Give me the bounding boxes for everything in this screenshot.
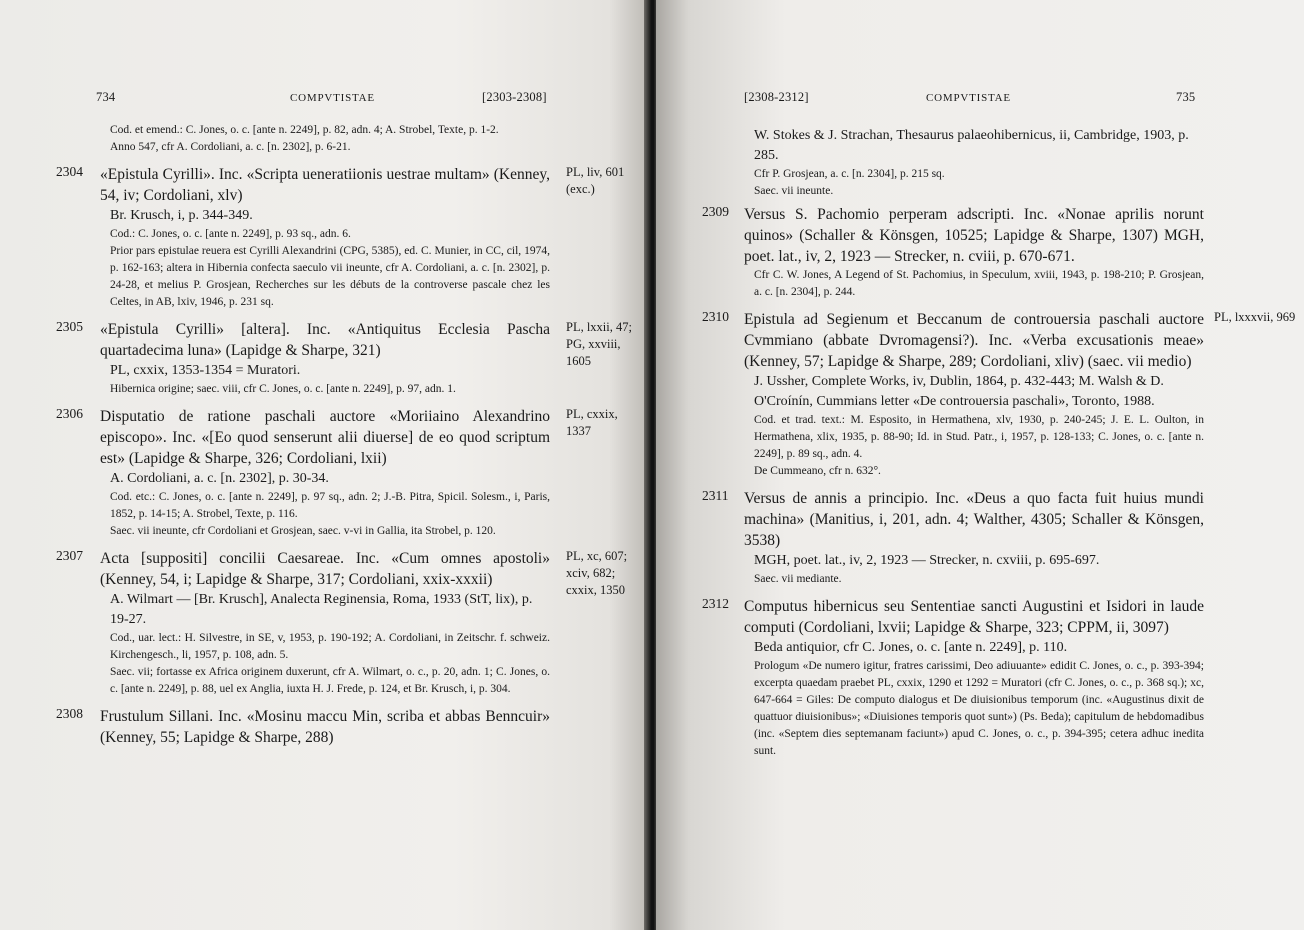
- note: Cfr C. W. Jones, A Legend of St. Pachomius, in Speculum, xviii, 1943, p. 198-210; P. Grosjean, a. c. [n. 2304], p. 244.: [754, 269, 1204, 298]
- note: Prior pars epistulae reuera est Cyrilli Alexandrini (CPG, 5385), ed. C. Munier, in CC, cil, 1974, p. 162-163; altera in Hibernia confecta saeculo vii ineunte, cfr A. Cordoliani, a. c. [n. 2302], p. 24-28, et melius P. Grosjean, Recherches sur les débuts de la controverse pascale chez les Celtes, in AB, lxiv, 1946, p. 231 sq.: [110, 245, 550, 308]
- entry-2304: [56, 164, 630, 311]
- note: Anno 547, cfr A. Cordoliani, a. c. [n. 2302], p. 6-21.: [110, 141, 351, 153]
- side-reference: PL, cxxix, 1337: [566, 407, 618, 438]
- note: Cod. et emend.: C. Jones, o. c. [ante n. 2249], p. 82, adn. 4; A. Strobel, Texte, p. 1-2.: [110, 124, 499, 136]
- entry-number: 2305: [56, 319, 83, 334]
- entry-2306: [56, 406, 630, 540]
- entry-number: 2312: [702, 596, 729, 611]
- edition-reference: Br. Krusch, i, p. 344-349.: [110, 208, 253, 223]
- note: Saec. vii mediante.: [754, 573, 842, 585]
- note: De Cummeano, cfr n. 632°.: [754, 465, 881, 477]
- edition-reference: W. Stokes & J. Strachan, Thesaurus palaeohibernicus, ii, Cambridge, 1903, p. 285.: [754, 128, 1189, 163]
- entry-number: 2306: [56, 406, 83, 421]
- entry-2312: [702, 596, 1302, 760]
- entry-2309: [702, 204, 1302, 301]
- side-reference: PL, lxxii, 47; PG, xxviii, 1605: [566, 320, 632, 368]
- note: Saec. vii ineunte.: [754, 185, 834, 197]
- entry-title: Computus hibernicus seu Sententiae sancti Augustini et Isidori in laude computi (Cordoliani, lxvii; Lapidge & Sharpe, 323; CPPM, ii, 3097): [744, 598, 1204, 636]
- running-title: COMPVTISTAE: [290, 92, 375, 104]
- entry-title: Acta [suppositi] concilii Caesareae. Inc. «Cum omnes apostoli» (Kenney, 54, i; Lapidge & Sharpe, 317; Cordoliani, xxix-xxxii): [100, 550, 550, 588]
- edition-reference: MGH, poet. lat., iv, 2, 1923 — Strecker, n. cxviii, p. 695-697.: [754, 553, 1100, 568]
- entry-2308: [56, 706, 630, 748]
- entry-title: Disputatio de ratione paschali auctore «Moriiaino Alexandrino episcopo». Inc. «[Eo quod senserunt alii diuerse] de eo quod scriptum est» (Lapidge & Sharpe, 326; Cordoliani, lxii): [100, 408, 550, 467]
- note: Saec. vii ineunte, cfr Cordoliani et Grosjean, saec. v-vi in Gallia, ita Strobel, p. 120.: [110, 525, 496, 537]
- entry-2310: [702, 309, 1302, 480]
- edition-reference: Beda antiquior, cfr C. Jones, o. c. [ante n. 2249], p. 110.: [754, 640, 1068, 655]
- right-body: [702, 126, 1302, 760]
- right-page: [656, 0, 1304, 930]
- note: Saec. vii; fortasse ex Africa originem duxerunt, cfr A. Wilmart, o. c., p. 20, adn. 1; C. Jones, o. c. [ante n. 2249], p. 88, uel ex Anglia, iuxta H. J. Frede, p. 124, et Br. Krusch, i, p. 304.: [110, 666, 550, 695]
- entry-number: 2304: [56, 164, 83, 179]
- page-number: 734: [96, 90, 116, 104]
- note: Cod., uar. lect.: H. Silvestre, in SE, v, 1953, p. 190-192; A. Cordoliani, in Zeitschr. f. schweiz. Kirchengesch., li, 1957, p. 108, adn. 5.: [110, 632, 550, 661]
- entry-title: Versus de annis a principio. Inc. «Deus a quo facta fuit huius mundi machina» (Manitius, i, 201, adn. 4; Walther, 4305; Schaller & Könsgen, 3538): [744, 490, 1204, 549]
- note: Cod.: C. Jones, o. c. [ante n. 2249], p. 93 sq., adn. 6.: [110, 228, 351, 240]
- note: Prologum «De numero igitur, fratres carissimi, Deo adiuuante» edidit C. Jones, o. c., p. 393-394; excerpta quaedam praebet PL, cxxix, 1290 et 1292 = Muratori (cfr C. Jones, o. c., p. 368 sq.); xc, 647-664 = Giles: De computo dialogus et De diuisionibus temporum (inc. «Augustinus dixit de quattuor diuisionibus»; «Diuisiones temporis quot sunt») (Ps. Beda); capitulum de hebdomadibus (inc. «Septem dies septemanam faciunt») apud C. Jones, o. c., p. 394-395; cetera adhuc inedita sunt.: [754, 660, 1204, 757]
- note: Cod. etc.: C. Jones, o. c. [ante n. 2249], p. 97 sq., adn. 2; J.-B. Pitra, Spicil. Solesm., i, Paris, 1852, p. 14-15; A. Strobel, Texte, p. 116.: [110, 491, 550, 520]
- entry-number: 2307: [56, 548, 83, 563]
- entry-title: «Epistula Cyrilli». Inc. «Scripta ueneratiionis uestrae multam» (Kenney, 54, iv; Cordoliani, xlv): [100, 166, 550, 204]
- entry-title: Versus S. Pachomio perperam adscripti. Inc. «Nonae aprilis norunt quinos» (Schaller & Könsgen, 10525; Lapidge & Sharpe, 1307) MGH, poet. lat., iv, 2, 1923 — Strecker, n. cviii, p. 670-671.: [744, 206, 1204, 265]
- left-page: [0, 0, 648, 930]
- edition-reference: A. Cordoliani, a. c. [n. 2302], p. 30-34.: [110, 471, 329, 486]
- entry-number: 2311: [702, 488, 729, 503]
- left-body: [56, 122, 630, 748]
- edition-reference: J. Ussher, Complete Works, iv, Dublin, 1864, p. 432-443; M. Walsh & D. O'Croínín, Cummians letter «De controuersia paschali», Toronto, 1988.: [754, 374, 1164, 409]
- edition-reference: A. Wilmart — [Br. Krusch], Analecta Reginensia, Roma, 1933 (StT, lix), p. 19-27.: [110, 592, 533, 627]
- side-reference: PL, liv, 601 (exc.): [566, 165, 625, 196]
- side-reference: PL, lxxxvii, 969: [1214, 310, 1296, 324]
- note: Cod. et trad. text.: M. Esposito, in Hermathena, xlv, 1930, p. 240-245; J. E. L. Oulton, in Hermathena, xlix, 1935, p. 88-90; Id. in Stud. Patr., i, 1957, p. 128-133; C. Jones, o. c. [ante n. 2249], p. 89 sq., adn. 4.: [754, 414, 1204, 460]
- note: Hibernica origine; saec. viii, cfr C. Jones, o. c. [ante n. 2249], p. 97, adn. 1.: [110, 383, 456, 395]
- edition-reference: PL, cxxix, 1353-1354 = Muratori.: [110, 363, 301, 378]
- entry-number: 2308: [56, 706, 83, 721]
- entry-range: [2308-2312]: [744, 90, 809, 104]
- entry-number: 2310: [702, 309, 729, 324]
- entry-2305: [56, 319, 630, 398]
- side-reference: PL, xc, 607; xciv, 682; cxxix, 1350: [566, 549, 628, 597]
- entry-2307: [56, 548, 630, 698]
- running-title: COMPVTISTAE: [926, 92, 1011, 104]
- entry-number: 2309: [702, 204, 729, 219]
- entry-range: [2303-2308]: [482, 90, 547, 104]
- entry-title: Epistula ad Segienum et Beccanum de controuersia paschali auctore Cvmmiano (abbate Dvromagensi?). Inc. «Verba excusationis meae» (Kenney, 57; Lapidge & Sharpe, 289; Cordoliani, xliv) (saec. vii medio): [744, 311, 1204, 370]
- page-number: 735: [1176, 90, 1196, 104]
- entry-2311: [702, 488, 1302, 588]
- note: Cfr P. Grosjean, a. c. [n. 2304], p. 215 sq.: [754, 168, 945, 180]
- entry-title: «Epistula Cyrilli» [altera]. Inc. «Antiquitus Ecclesia Pascha quartadecima luna» (Lapidge & Sharpe, 321): [100, 321, 550, 359]
- entry-title: Frustulum Sillani. Inc. «Mosinu maccu Min, scriba et abbas Benncuir» (Kenney, 55; Lapidge & Sharpe, 288): [100, 708, 550, 746]
